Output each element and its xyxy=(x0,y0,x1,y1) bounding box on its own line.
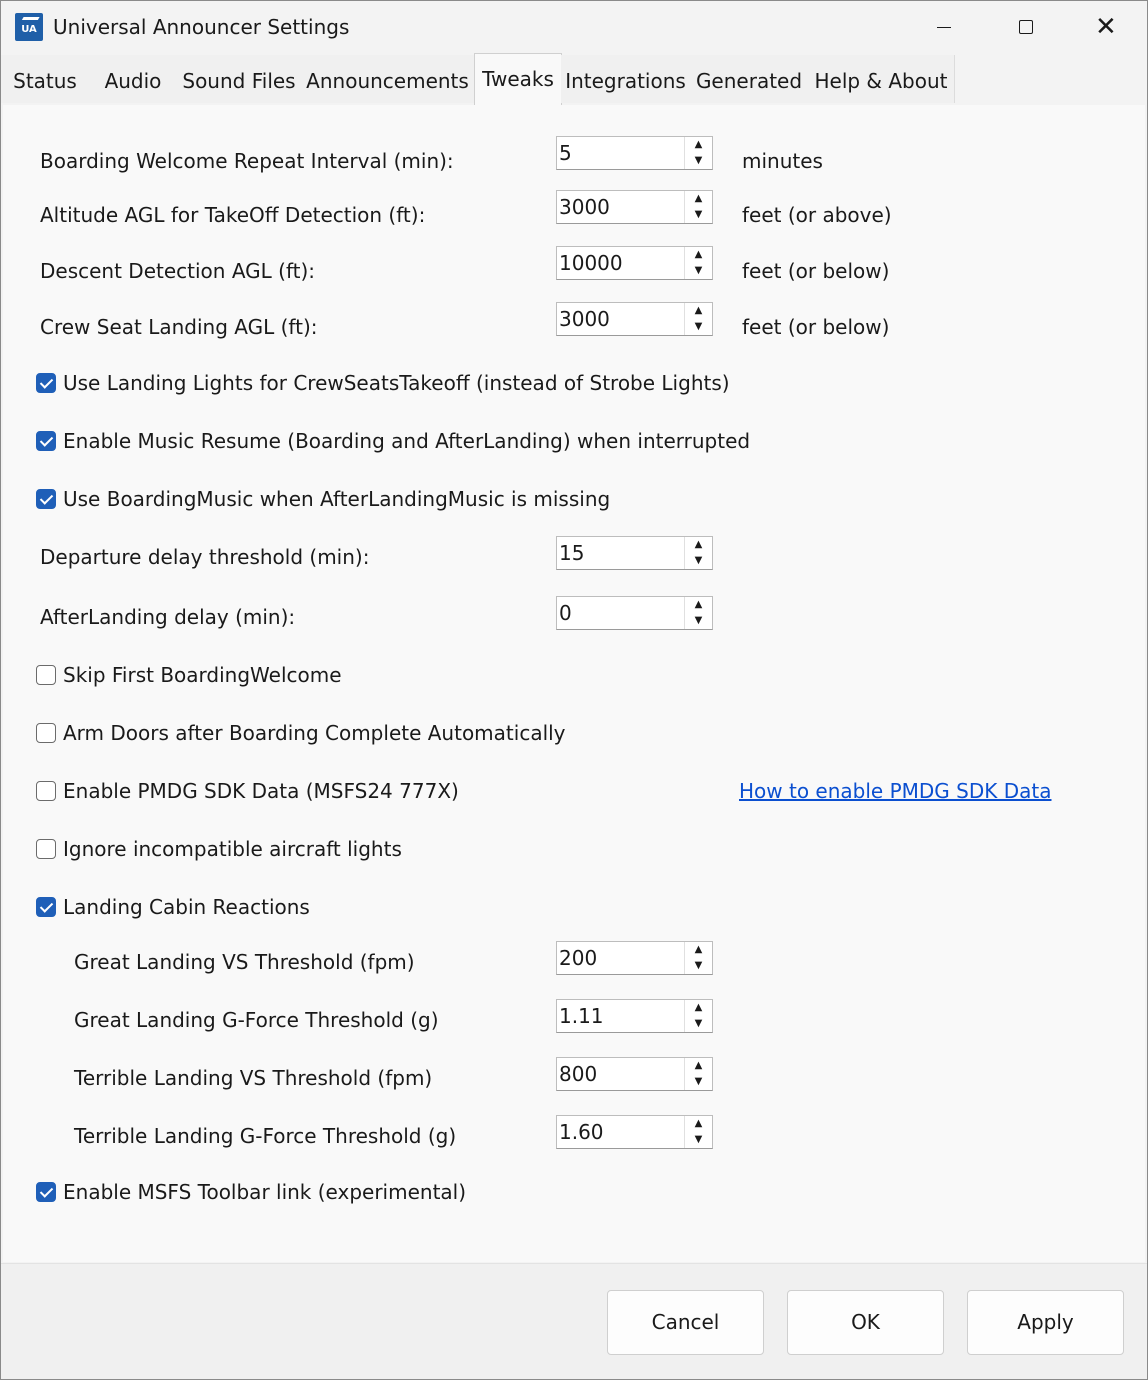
crew-seat-agl-unit: feet (or below) xyxy=(742,315,890,339)
great-g-stepper[interactable] xyxy=(556,999,713,1033)
terrible-vs-stepper[interactable] xyxy=(556,1057,713,1091)
terrible-g-label: Terrible Landing G-Force Threshold (g) xyxy=(74,1124,457,1148)
tab-sound-files[interactable]: Sound Files xyxy=(177,55,302,103)
boarding-music-label[interactable]: Use BoardingMusic when AfterLandingMusic is missing xyxy=(63,487,611,511)
afterlanding-delay-stepper[interactable] xyxy=(556,596,713,630)
toolbar-link-label[interactable]: Enable MSFS Toolbar link (experimental) xyxy=(63,1180,467,1204)
tweaks-panel xyxy=(3,105,1145,1262)
crew-seat-agl-stepper[interactable] xyxy=(556,302,713,336)
cancel-button[interactable]: Cancel xyxy=(607,1290,764,1355)
descent-agl-value[interactable]: 10000 xyxy=(559,251,623,275)
tab-announcements[interactable]: Announcements xyxy=(301,55,475,103)
boarding-welcome-value[interactable]: 5 xyxy=(559,141,572,165)
pmdg-sdk-checkbox[interactable] xyxy=(36,781,56,801)
cabin-reactions-label[interactable]: Landing Cabin Reactions xyxy=(63,895,310,919)
crew-seat-agl-value[interactable]: 3000 xyxy=(559,307,610,331)
apply-button[interactable]: Apply xyxy=(967,1290,1124,1355)
tab-audio[interactable]: Audio xyxy=(89,55,178,103)
skip-welcome-label[interactable]: Skip First BoardingWelcome xyxy=(63,663,342,687)
stepper-down-icon[interactable]: ▼ xyxy=(694,1018,703,1029)
stepper-down-icon[interactable]: ▼ xyxy=(694,1076,703,1087)
departure-delay-value[interactable]: 15 xyxy=(559,541,585,565)
stepper-up-icon[interactable]: ▲ xyxy=(694,1118,703,1129)
close-icon: ✕ xyxy=(1095,12,1117,42)
stepper-up-icon[interactable]: ▲ xyxy=(694,249,703,260)
great-g-value[interactable]: 1.11 xyxy=(559,1004,604,1028)
departure-delay-stepper[interactable] xyxy=(556,536,713,570)
stepper-up-icon[interactable]: ▲ xyxy=(694,139,703,150)
stepper-up-icon[interactable]: ▲ xyxy=(694,539,703,550)
maximize-button[interactable] xyxy=(985,1,1065,55)
boarding-welcome-label: Boarding Welcome Repeat Interval (min): xyxy=(40,149,454,173)
dialog-footer xyxy=(1,1263,1147,1380)
takeoff-agl-unit: feet (or above) xyxy=(742,203,892,227)
skip-welcome-checkbox[interactable] xyxy=(36,665,56,685)
window-title: Universal Announcer Settings xyxy=(53,15,350,39)
title-bar[interactable] xyxy=(1,1,1147,55)
arm-doors-checkbox[interactable] xyxy=(36,723,56,743)
takeoff-agl-label: Altitude AGL for TakeOff Detection (ft): xyxy=(40,203,426,227)
stepper-down-icon[interactable]: ▼ xyxy=(694,155,703,166)
stepper-up-icon[interactable]: ▲ xyxy=(694,305,703,316)
afterlanding-delay-value[interactable]: 0 xyxy=(559,601,572,625)
descent-agl-label: Descent Detection AGL (ft): xyxy=(40,259,316,283)
landing-lights-label[interactable]: Use Landing Lights for CrewSeatsTakeoff (instead of Strobe Lights) xyxy=(63,371,730,395)
minimize-button[interactable] xyxy=(903,1,983,55)
stepper-down-icon[interactable]: ▼ xyxy=(694,209,703,220)
stepper-down-icon[interactable]: ▼ xyxy=(694,265,703,276)
tab-strip xyxy=(1,55,1147,104)
stepper-up-icon[interactable]: ▲ xyxy=(694,599,703,610)
pmdg-help-link[interactable]: How to enable PMDG SDK Data xyxy=(739,779,1052,803)
toolbar-link-checkbox[interactable] xyxy=(36,1182,56,1202)
boarding-welcome-stepper[interactable] xyxy=(556,136,713,170)
stepper-up-icon[interactable]: ▲ xyxy=(694,1002,703,1013)
departure-delay-label: Departure delay threshold (min): xyxy=(40,545,370,569)
great-vs-label: Great Landing VS Threshold (fpm) xyxy=(74,950,415,974)
app-icon-text: UA xyxy=(21,24,37,35)
arm-doors-label[interactable]: Arm Doors after Boarding Complete Automatically xyxy=(63,721,566,745)
ua-app-icon xyxy=(15,13,43,41)
stepper-down-icon[interactable]: ▼ xyxy=(694,321,703,332)
great-vs-stepper[interactable] xyxy=(556,941,713,975)
stepper-down-icon[interactable]: ▼ xyxy=(694,1134,703,1145)
terrible-vs-value[interactable]: 800 xyxy=(559,1062,598,1086)
music-resume-checkbox[interactable] xyxy=(36,431,56,451)
descent-agl-unit: feet (or below) xyxy=(742,259,890,283)
pmdg-sdk-label[interactable]: Enable PMDG SDK Data (MSFS24 777X) xyxy=(63,779,459,803)
tab-help-about[interactable]: Help & About xyxy=(808,55,955,103)
tab-integrations[interactable]: Integrations xyxy=(561,55,691,103)
stepper-up-icon[interactable]: ▲ xyxy=(694,1060,703,1071)
stepper-down-icon[interactable]: ▼ xyxy=(694,615,703,626)
descent-agl-stepper[interactable] xyxy=(556,246,713,280)
crew-seat-agl-label: Crew Seat Landing AGL (ft): xyxy=(40,315,318,339)
minimize-icon xyxy=(937,27,951,28)
takeoff-agl-stepper[interactable] xyxy=(556,190,713,224)
tab-generated[interactable]: Generated xyxy=(690,55,809,103)
terrible-g-stepper[interactable] xyxy=(556,1115,713,1149)
stepper-down-icon[interactable]: ▼ xyxy=(694,555,703,566)
takeoff-agl-value[interactable]: 3000 xyxy=(559,195,610,219)
landing-lights-checkbox[interactable] xyxy=(36,373,56,393)
cabin-reactions-checkbox[interactable] xyxy=(36,897,56,917)
ignore-lights-label[interactable]: Ignore incompatible aircraft lights xyxy=(63,837,402,861)
ok-button[interactable]: OK xyxy=(787,1290,944,1355)
maximize-icon xyxy=(1019,20,1033,34)
close-button[interactable] xyxy=(1067,1,1147,55)
boarding-music-checkbox[interactable] xyxy=(36,489,56,509)
great-g-label: Great Landing G-Force Threshold (g) xyxy=(74,1008,439,1032)
afterlanding-delay-label: AfterLanding delay (min): xyxy=(40,605,296,629)
terrible-g-value[interactable]: 1.60 xyxy=(559,1120,604,1144)
stepper-down-icon[interactable]: ▼ xyxy=(694,960,703,971)
ignore-lights-checkbox[interactable] xyxy=(36,839,56,859)
boarding-welcome-unit: minutes xyxy=(742,149,823,173)
great-vs-value[interactable]: 200 xyxy=(559,946,598,970)
music-resume-label[interactable]: Enable Music Resume (Boarding and AfterLanding) when interrupted xyxy=(63,429,751,453)
stepper-up-icon[interactable]: ▲ xyxy=(694,193,703,204)
tab-tweaks[interactable]: Tweaks xyxy=(474,53,562,105)
tab-status[interactable]: Status xyxy=(1,55,90,103)
stepper-up-icon[interactable]: ▲ xyxy=(694,944,703,955)
terrible-vs-label: Terrible Landing VS Threshold (fpm) xyxy=(74,1066,433,1090)
